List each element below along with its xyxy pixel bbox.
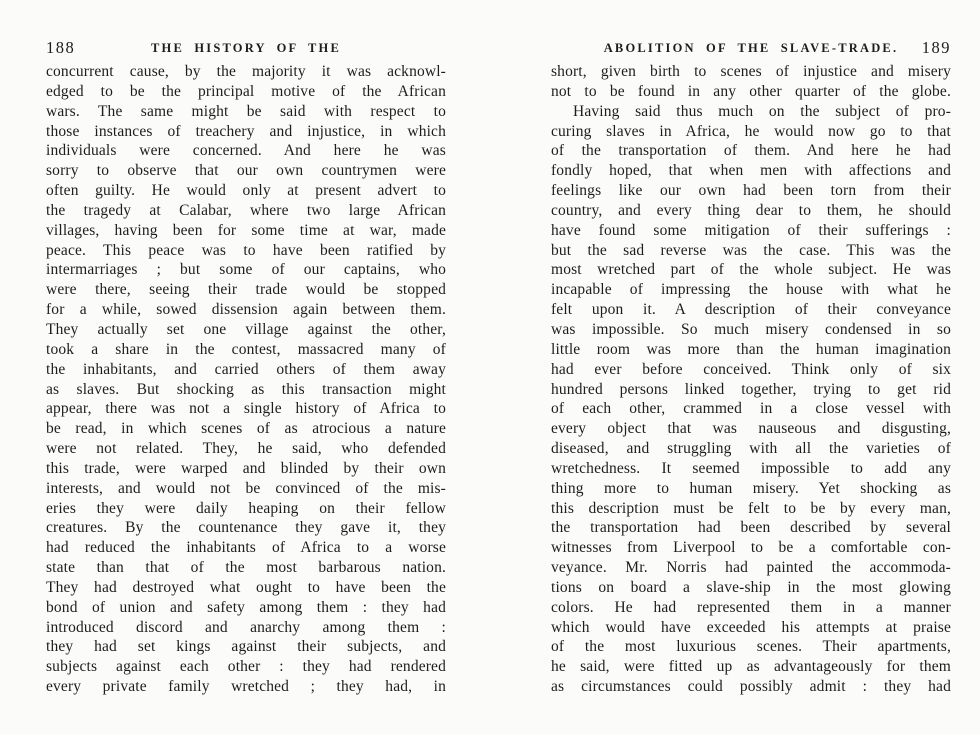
text-line: most wretched part of the whole subject. He was bbox=[551, 261, 951, 279]
text-line: hundred persons linked together, trying to get rid bbox=[551, 380, 951, 398]
text-line: edged to be the principal motive of the African bbox=[46, 82, 446, 100]
text-line: the tragedy at Calabar, where two large African bbox=[46, 201, 446, 219]
right-page-number: 189 bbox=[921, 38, 951, 57]
text-line: thing more to human misery. Yet shocking as bbox=[551, 479, 951, 497]
text-line: which would have exceeded his attempts at praise bbox=[551, 618, 951, 636]
text-line: appear, there was not a single history of Africa to bbox=[46, 400, 446, 418]
text-line: this trade, were warped and blinded by their own bbox=[46, 459, 446, 477]
text-line: those instances of treachery and injustice, in which bbox=[46, 122, 446, 140]
text-line: the inhabitants, and carried others of them away bbox=[46, 360, 446, 378]
text-line: villages, having been for some time at war, made bbox=[46, 221, 446, 239]
text-line: introduced discord and anarchy among them : bbox=[46, 618, 446, 636]
text-line: They actually set one village against the other, bbox=[46, 320, 446, 338]
text-line: they had set kings against their subjects, and bbox=[46, 638, 446, 656]
text-line: of the most luxurious scenes. Their apartments, bbox=[551, 638, 951, 656]
text-line: state than that of the most barbarous nation. bbox=[46, 559, 446, 577]
text-line: for a while, sowed dissension again between them. bbox=[46, 301, 446, 319]
text-line: curing slaves in Africa, he would now go to that bbox=[551, 122, 951, 140]
text-line: bond of union and safety among them : they had bbox=[46, 598, 446, 616]
text-line: tions on board a slave-ship in the most glowing bbox=[551, 578, 951, 596]
text-line: as slaves. But shocking as this transaction might bbox=[46, 380, 446, 398]
left-page-number: 188 bbox=[46, 38, 76, 57]
text-line: have found some mitigation of their sufferings : bbox=[551, 221, 951, 239]
right-page-text bbox=[551, 62, 951, 697]
text-line: concurrent cause, by the majority it was acknowl- bbox=[46, 63, 446, 80]
text-line: be read, in which scenes of as atrocious a nature bbox=[46, 420, 446, 438]
text-line: short, given birth to scenes of injustice and misery bbox=[551, 63, 951, 80]
text-line: of the transportation of them. And here he had bbox=[551, 142, 951, 160]
text-line: every private family wretched ; they had, in bbox=[46, 678, 446, 696]
right-running-title: ABOLITION OF THE SLAVE-TRADE. bbox=[603, 41, 899, 55]
text-line: had reduced the inhabitants of Africa to a worse bbox=[46, 539, 446, 557]
text-line: took a share in the contest, massacred many of bbox=[46, 340, 446, 358]
text-line: the transportation had been described by several bbox=[551, 519, 951, 537]
right-page-header bbox=[551, 38, 951, 60]
text-line: fondly hoped, that when men with affections and bbox=[551, 162, 951, 180]
text-line: individuals were concerned. And here he was bbox=[46, 142, 446, 160]
text-line: wretchedness. It seemed impossible to add any bbox=[551, 459, 951, 477]
text-line: were not related. They, he said, who defended bbox=[46, 440, 446, 458]
left-page bbox=[46, 0, 446, 734]
text-line: subjects against each other : they had rendered bbox=[46, 658, 446, 676]
text-line: he said, were fitted up as advantageously for them bbox=[551, 658, 951, 676]
left-page-text bbox=[46, 62, 446, 697]
text-line: had ever before conceived. Think only of six bbox=[551, 360, 951, 378]
text-line: wars. The same might be said with respect to bbox=[46, 102, 446, 120]
text-line: They had destroyed what ought to have been the bbox=[46, 578, 446, 596]
text-line: intermarriages ; but some of our captains, who bbox=[46, 261, 446, 279]
text-line: peace. This peace was to have been ratified by bbox=[46, 241, 446, 259]
text-line: diseased, and struggling with all the varieties of bbox=[551, 440, 951, 458]
text-line: this description must be felt to be by every man, bbox=[551, 499, 951, 517]
text-line: often guilty. He would only at present advert to bbox=[46, 182, 446, 200]
text-line: every object that was nauseous and disgusting, bbox=[551, 420, 951, 438]
text-line: were there, seeing their trade would be stopped bbox=[46, 281, 446, 299]
text-line: country, and every thing dear to them, he should bbox=[551, 201, 951, 219]
text-line: colors. He had represented them in a manner bbox=[551, 598, 951, 616]
text-line: eries they were daily heaping on their fellow bbox=[46, 499, 446, 517]
text-line: but the sad reverse was the case. This was the bbox=[551, 241, 951, 259]
text-line: little room was more than the human imagination bbox=[551, 340, 951, 358]
right-page bbox=[551, 0, 951, 734]
left-page-header bbox=[46, 38, 446, 60]
text-line: of each other, crammed in a close vessel with bbox=[551, 400, 951, 418]
text-line: was impossible. So much misery condensed in so bbox=[551, 320, 951, 338]
left-running-title: THE HISTORY OF THE bbox=[151, 41, 341, 55]
text-line: sorry to observe that our own countrymen were bbox=[46, 162, 446, 180]
text-line: veyance. Mr. Norris had painted the accommoda- bbox=[551, 559, 951, 577]
text-line: witnesses from Liverpool to be a comfortable con- bbox=[551, 539, 951, 557]
text-line: not to be found in any other quarter of the globe. bbox=[551, 82, 951, 100]
text-line: feelings like our own had been torn from their bbox=[551, 182, 951, 200]
text-line: creatures. By the countenance they gave it, they bbox=[46, 519, 446, 537]
text-line: incapable of impressing the house with what he bbox=[551, 281, 951, 299]
text-line: felt upon it. A description of their conveyance bbox=[551, 301, 951, 319]
text-line: interests, and would not be convinced of the mis- bbox=[46, 479, 446, 497]
text-line: as circumstances could possibly admit : they had bbox=[551, 678, 951, 696]
text-line: Having said thus much on the subject of pro- bbox=[573, 102, 951, 120]
